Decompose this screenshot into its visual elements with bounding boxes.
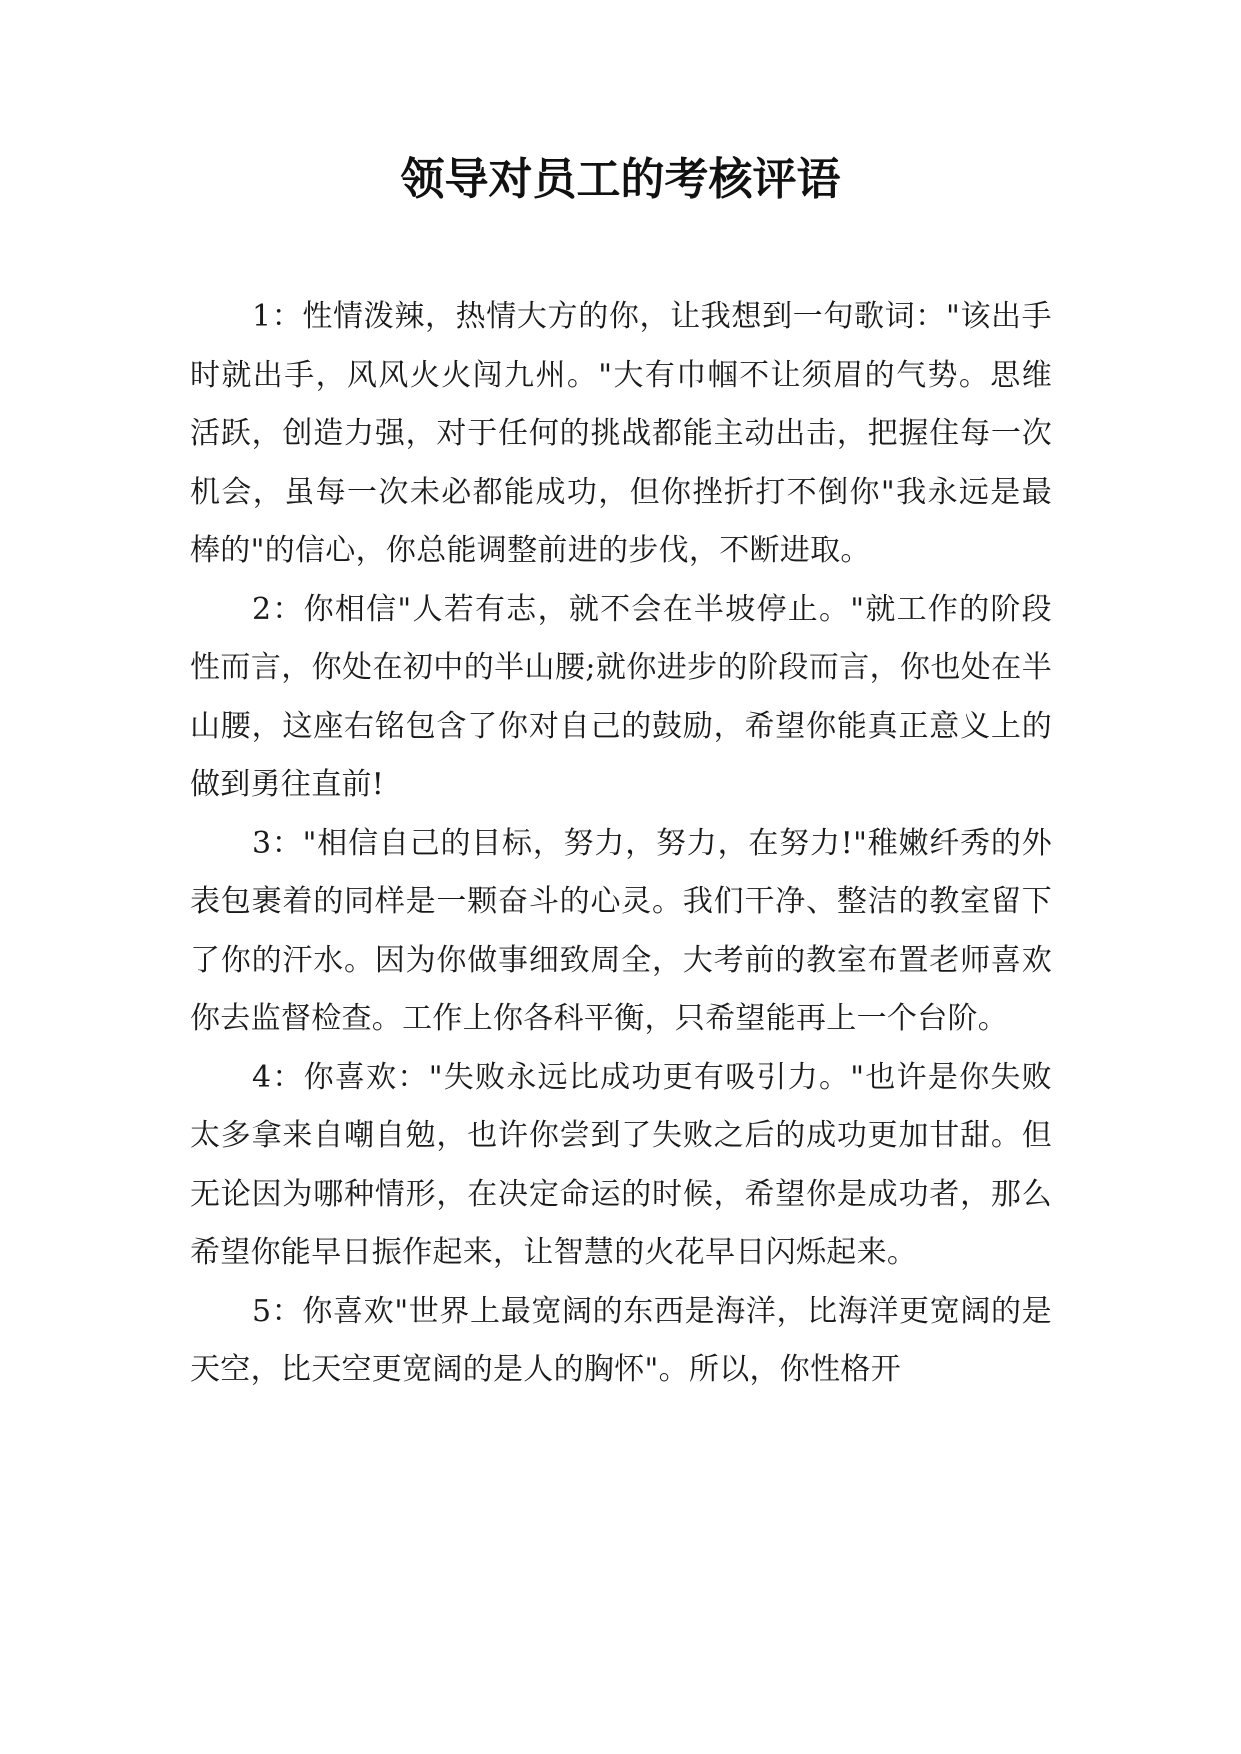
paragraph-5: 5：你喜欢"世界上最宽阔的东西是海洋，比海洋更宽阔的是天空，比天空更宽阔的是人的胸怀"。所以，你性格开 (190, 1293, 1052, 1387)
paragraph-4: 4：你喜欢："失败永远比成功更有吸引力。"也许是你失败太多拿来自嘲自勉，也许你尝到了失败之后的成功更加甘甜。但无论因为哪种情形，在决定命运的时候，希望你是成功者，那么希望你能早日振作起来，让智慧的火花早日闪烁起来。 (190, 1059, 1052, 1270)
paragraph-1: 1：性情泼辣，热情大方的你，让我想到一句歌词："该出手时就出手，风风火火闯九州。"大有巾帼不让须眉的气势。思维活跃，创造力强，对于任何的挑战都能主动出击，把握住每一次机会，虽每一次未必都能成功，但你挫折打不倒你"我永远是最棒的"的信心，你总能调整前进的步伐，不断进取。 (190, 299, 1052, 568)
document-title: 领导对员工的考核评语 (400, 154, 841, 205)
paragraph-2: 2：你相信"人若有志，就不会在半坡停止。"就工作的阶段性而言，你处在初中的半山腰;就你进步的阶段而言，你也处在半山腰，这座右铭包含了你对自己的鼓励，希望你能真正意义上的做到勇往直前! (190, 591, 1052, 802)
document-body (190, 288, 1052, 1400)
paragraph-3: 3："相信自己的目标，努力，努力，在努力!"稚嫩纤秀的外表包裹着的同样是一颗奋斗的心灵。我们干净、整洁的教室留下了你的汗水。因为你做事细致周全，大考前的教室布置老师喜欢你去监督检查。工作上你各科平衡，只希望能再上一个台阶。 (190, 825, 1052, 1036)
